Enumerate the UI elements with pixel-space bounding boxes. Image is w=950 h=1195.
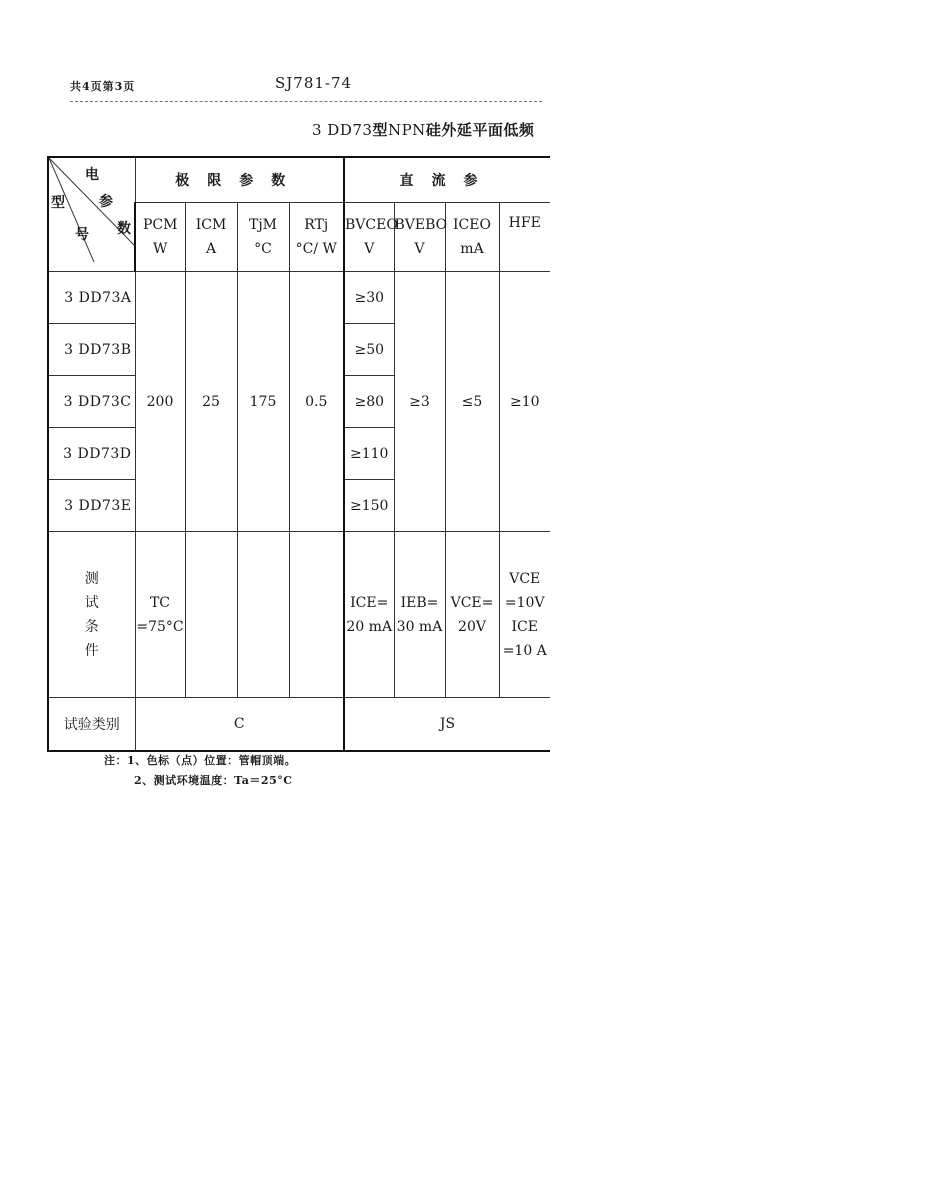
model-3dd73a: 3 DD73A — [48, 272, 135, 324]
corner-xing: 型 — [51, 195, 83, 211]
cond-iceo-line: 20V — [458, 618, 486, 635]
cond-bvebo — [394, 532, 445, 698]
col-hfe-symbol: HFE — [508, 215, 541, 231]
col-bvebo-unit: V — [414, 241, 425, 257]
title-type: 型 — [372, 121, 388, 139]
col-bvceo — [344, 203, 398, 272]
group-dc-params: 直流参 — [344, 157, 550, 203]
test-label-char: 测 — [84, 570, 99, 587]
value-iceo: ≤5 — [445, 272, 499, 532]
cond-bvceo-line: 20 mA — [346, 618, 393, 635]
cond-bvceo — [344, 532, 394, 698]
cond-icm — [185, 532, 237, 698]
value-rtj: 0.5 — [289, 272, 344, 532]
value-bvceo-d: ≥110 — [344, 428, 394, 480]
col-rtj — [289, 203, 344, 272]
corner-cell — [48, 157, 149, 272]
value-bvebo: ≥3 — [394, 272, 445, 532]
col-tjm-unit: °C — [254, 241, 272, 257]
cond-hfe-line: =10V — [504, 594, 545, 611]
title-npn: NPN — [387, 121, 426, 139]
cond-rtj — [289, 532, 344, 698]
note-2: 2、测试环境温度：Ta＝25°C — [134, 774, 293, 787]
cond-hfe-line: VCE — [509, 570, 541, 587]
corner-can: 参 — [99, 194, 131, 210]
col-pcm-unit: W — [153, 241, 168, 257]
cond-hfe — [499, 532, 550, 698]
col-icm-symbol: ICM — [195, 217, 227, 233]
col-bvceo-symbol: BVCEO — [345, 217, 398, 233]
value-bvceo-c: ≥80 — [344, 376, 394, 428]
value-hfe: ≥10 — [499, 272, 550, 532]
cond-bvebo-line: IEB= — [400, 594, 439, 611]
value-icm: 25 — [185, 272, 237, 532]
header-divider — [70, 101, 542, 102]
model-3dd73c: 3 DD73C — [48, 376, 135, 428]
col-bvebo — [394, 203, 448, 272]
test-label-char: 试 — [84, 594, 99, 611]
test-conditions-row — [48, 532, 550, 698]
page-info: 共4页第3页 — [70, 80, 136, 93]
col-bvebo-symbol: BVEBO — [394, 217, 448, 233]
cond-hfe-line: ICE — [511, 618, 538, 635]
value-pcm: 200 — [135, 272, 185, 532]
corner-hao: 号 — [75, 227, 107, 243]
cond-pcm — [135, 532, 185, 698]
standard-number: SJ781-74 — [275, 74, 353, 92]
value-bvceo-a: ≥30 — [344, 272, 394, 324]
cond-pcm-line: =75°C — [136, 618, 184, 635]
cond-tjm — [237, 532, 289, 698]
col-hfe — [499, 203, 550, 272]
test-label-char: 件 — [84, 642, 99, 659]
col-iceo-symbol: ICEO — [453, 217, 491, 233]
parameter-table — [47, 156, 550, 752]
cond-pcm-line: TC — [149, 594, 171, 611]
col-rtj-symbol: RTj — [304, 217, 329, 233]
value-bvceo-b: ≥50 — [344, 324, 394, 376]
title-model: 3 DD73 — [312, 121, 373, 139]
col-bvceo-unit: V — [364, 241, 375, 257]
col-rtj-unit: °C/ W — [295, 241, 337, 257]
test-label-char: 条 — [84, 618, 99, 635]
col-tjm-symbol: TjM — [248, 217, 277, 233]
model-3dd73d: 3 DD73D — [48, 428, 135, 480]
test-category-dc: JS — [344, 698, 550, 752]
test-category-label: 试验类别 — [48, 698, 135, 752]
cond-hfe-line: =10 A — [502, 642, 547, 659]
col-pcm-symbol: PCM — [143, 217, 178, 233]
test-conditions-label — [48, 532, 135, 698]
group-limit-params: 极限参数 — [135, 157, 344, 203]
test-category-row — [48, 698, 550, 752]
col-iceo — [445, 203, 499, 272]
model-3dd73e: 3 DD73E — [48, 480, 135, 532]
col-tjm — [237, 203, 289, 272]
corner-shu: 数 — [117, 221, 149, 237]
cond-bvebo-line: 30 mA — [396, 618, 443, 635]
col-icm-unit: A — [205, 241, 217, 257]
value-tjm: 175 — [237, 272, 289, 532]
corner-dian: 电 — [85, 167, 117, 183]
col-icm — [185, 203, 237, 272]
note-1: 注：1、色标（点）位置：管帽顶端。 — [104, 754, 297, 767]
cond-bvceo-line: ICE= — [350, 594, 389, 611]
test-category-limit: C — [135, 698, 344, 752]
col-iceo-unit: mA — [460, 241, 484, 257]
title-desc: 硅外延平面低频 — [425, 121, 535, 139]
cond-iceo — [445, 532, 499, 698]
model-3dd73b: 3 DD73B — [48, 324, 135, 376]
table-row — [48, 272, 550, 324]
value-bvceo-e: ≥150 — [344, 480, 394, 532]
document-title — [312, 119, 534, 140]
cond-iceo-line: VCE= — [450, 594, 494, 611]
